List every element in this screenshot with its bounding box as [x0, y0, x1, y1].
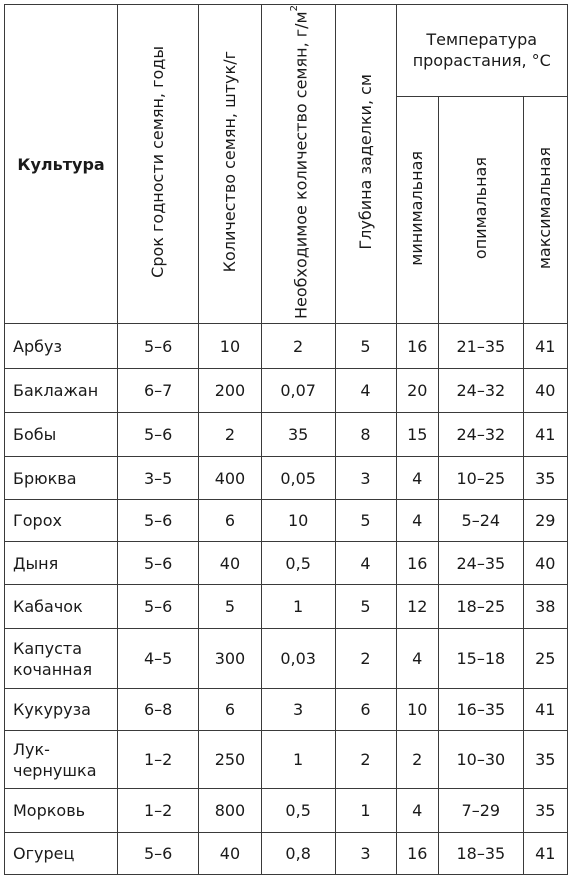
table-row: [5, 585, 568, 629]
header-temp-max: максимальная: [523, 96, 567, 323]
cell-name: Горох: [5, 500, 118, 542]
cell-count: 200: [199, 369, 262, 413]
cell-need: 1: [261, 731, 335, 789]
cell-depth: 4: [335, 542, 396, 585]
seed-need-text: Необходимое количество семян, г/м: [291, 11, 311, 320]
table-row: [5, 369, 568, 413]
header-seed-need: [261, 5, 335, 324]
cell-count: 6: [199, 500, 262, 542]
table-row: [5, 500, 568, 542]
cell-depth: 5: [335, 585, 396, 629]
cell-topt: 24–35: [439, 542, 524, 585]
cell-shelf: 5–6: [118, 542, 199, 585]
cell-name: Кабачок: [5, 585, 118, 629]
cell-name: Капуста кочанная: [5, 629, 118, 689]
cell-shelf: 1–2: [118, 731, 199, 789]
cell-shelf: 5–6: [118, 413, 199, 457]
cell-shelf: 5–6: [118, 500, 199, 542]
cell-topt: 10–25: [439, 457, 524, 500]
cell-tmax: 35: [523, 789, 567, 833]
cell-need: 35: [261, 413, 335, 457]
cell-tmin: 16: [396, 324, 439, 369]
cell-tmin: 4: [396, 457, 439, 500]
cell-need: 0,8: [261, 833, 335, 875]
cell-tmax: 41: [523, 324, 567, 369]
cell-count: 400: [199, 457, 262, 500]
header-temp-opt: опимальная: [439, 96, 524, 323]
table-row: [5, 833, 568, 875]
table-row: [5, 789, 568, 833]
header-temp-group: Температура прорастания, °C: [396, 5, 568, 97]
cell-depth: 3: [335, 833, 396, 875]
cell-shelf: 3–5: [118, 457, 199, 500]
cell-need: 0,07: [261, 369, 335, 413]
cell-shelf: 6–8: [118, 689, 199, 731]
cell-name: Кукуруза: [5, 689, 118, 731]
header-shelf-life: Срок годности семян, годы: [118, 5, 199, 324]
table-row: [5, 324, 568, 369]
cell-count: 40: [199, 542, 262, 585]
cell-tmin: 16: [396, 542, 439, 585]
cell-tmin: 4: [396, 500, 439, 542]
cell-depth: 5: [335, 500, 396, 542]
cell-tmin: 4: [396, 629, 439, 689]
cell-shelf: 4–5: [118, 629, 199, 689]
table-row: [5, 689, 568, 731]
cell-name: Арбуз: [5, 324, 118, 369]
cell-need: 0,5: [261, 789, 335, 833]
cell-need: 0,05: [261, 457, 335, 500]
cell-tmax: 25: [523, 629, 567, 689]
cell-tmin: 12: [396, 585, 439, 629]
cell-count: 10: [199, 324, 262, 369]
cell-tmin: 15: [396, 413, 439, 457]
cell-topt: 24–32: [439, 369, 524, 413]
cell-depth: 1: [335, 789, 396, 833]
cell-name: Бобы: [5, 413, 118, 457]
cell-depth: 3: [335, 457, 396, 500]
cell-depth: 8: [335, 413, 396, 457]
cell-name: Брюква: [5, 457, 118, 500]
cell-depth: 4: [335, 369, 396, 413]
header-culture: Культура: [5, 5, 118, 324]
cell-shelf: 6–7: [118, 369, 199, 413]
table-row: [5, 731, 568, 789]
cell-need: 0,03: [261, 629, 335, 689]
cell-tmax: 40: [523, 542, 567, 585]
cell-tmax: 41: [523, 833, 567, 875]
cell-depth: 2: [335, 731, 396, 789]
cell-depth: 2: [335, 629, 396, 689]
table-row: [5, 629, 568, 689]
header-seed-count: Количество семян, штук/г: [199, 5, 262, 324]
cell-tmax: 38: [523, 585, 567, 629]
cell-name: Дыня: [5, 542, 118, 585]
cell-topt: 16–35: [439, 689, 524, 731]
cell-count: 40: [199, 833, 262, 875]
header-temp-min: минимальная: [396, 96, 439, 323]
cell-tmin: 20: [396, 369, 439, 413]
cell-tmin: 16: [396, 833, 439, 875]
cell-topt: 18–25: [439, 585, 524, 629]
cell-tmax: 35: [523, 731, 567, 789]
cell-count: 800: [199, 789, 262, 833]
cell-topt: 10–30: [439, 731, 524, 789]
cell-tmax: 40: [523, 369, 567, 413]
cell-topt: 18–35: [439, 833, 524, 875]
cell-count: 6: [199, 689, 262, 731]
cell-need: 10: [261, 500, 335, 542]
cell-tmin: 4: [396, 789, 439, 833]
cell-tmax: 29: [523, 500, 567, 542]
cell-topt: 7–29: [439, 789, 524, 833]
cell-name: Огурец: [5, 833, 118, 875]
table-row: [5, 413, 568, 457]
cell-depth: 6: [335, 689, 396, 731]
cell-topt: 15–18: [439, 629, 524, 689]
header-depth: Глубина заделки, см: [335, 5, 396, 324]
cell-tmax: 35: [523, 457, 567, 500]
cell-shelf: 5–6: [118, 324, 199, 369]
cell-tmax: 41: [523, 689, 567, 731]
seed-table: [4, 4, 568, 875]
cell-topt: 21–35: [439, 324, 524, 369]
cell-depth: 5: [335, 324, 396, 369]
cell-shelf: 5–6: [118, 833, 199, 875]
seed-need-sup: 2: [288, 5, 300, 12]
cell-shelf: 1–2: [118, 789, 199, 833]
cell-topt: 5–24: [439, 500, 524, 542]
cell-count: 5: [199, 585, 262, 629]
cell-count: 300: [199, 629, 262, 689]
cell-need: 0,5: [261, 542, 335, 585]
table-row: [5, 457, 568, 500]
cell-topt: 24–32: [439, 413, 524, 457]
cell-name: Морковь: [5, 789, 118, 833]
cell-tmax: 41: [523, 413, 567, 457]
table-row: [5, 542, 568, 585]
cell-count: 250: [199, 731, 262, 789]
cell-name: Баклажан: [5, 369, 118, 413]
cell-shelf: 5–6: [118, 585, 199, 629]
cell-need: 3: [261, 689, 335, 731]
cell-need: 1: [261, 585, 335, 629]
cell-tmin: 10: [396, 689, 439, 731]
cell-tmin: 2: [396, 731, 439, 789]
cell-count: 2: [199, 413, 262, 457]
cell-name: Лук-чернушка: [5, 731, 118, 789]
cell-need: 2: [261, 324, 335, 369]
